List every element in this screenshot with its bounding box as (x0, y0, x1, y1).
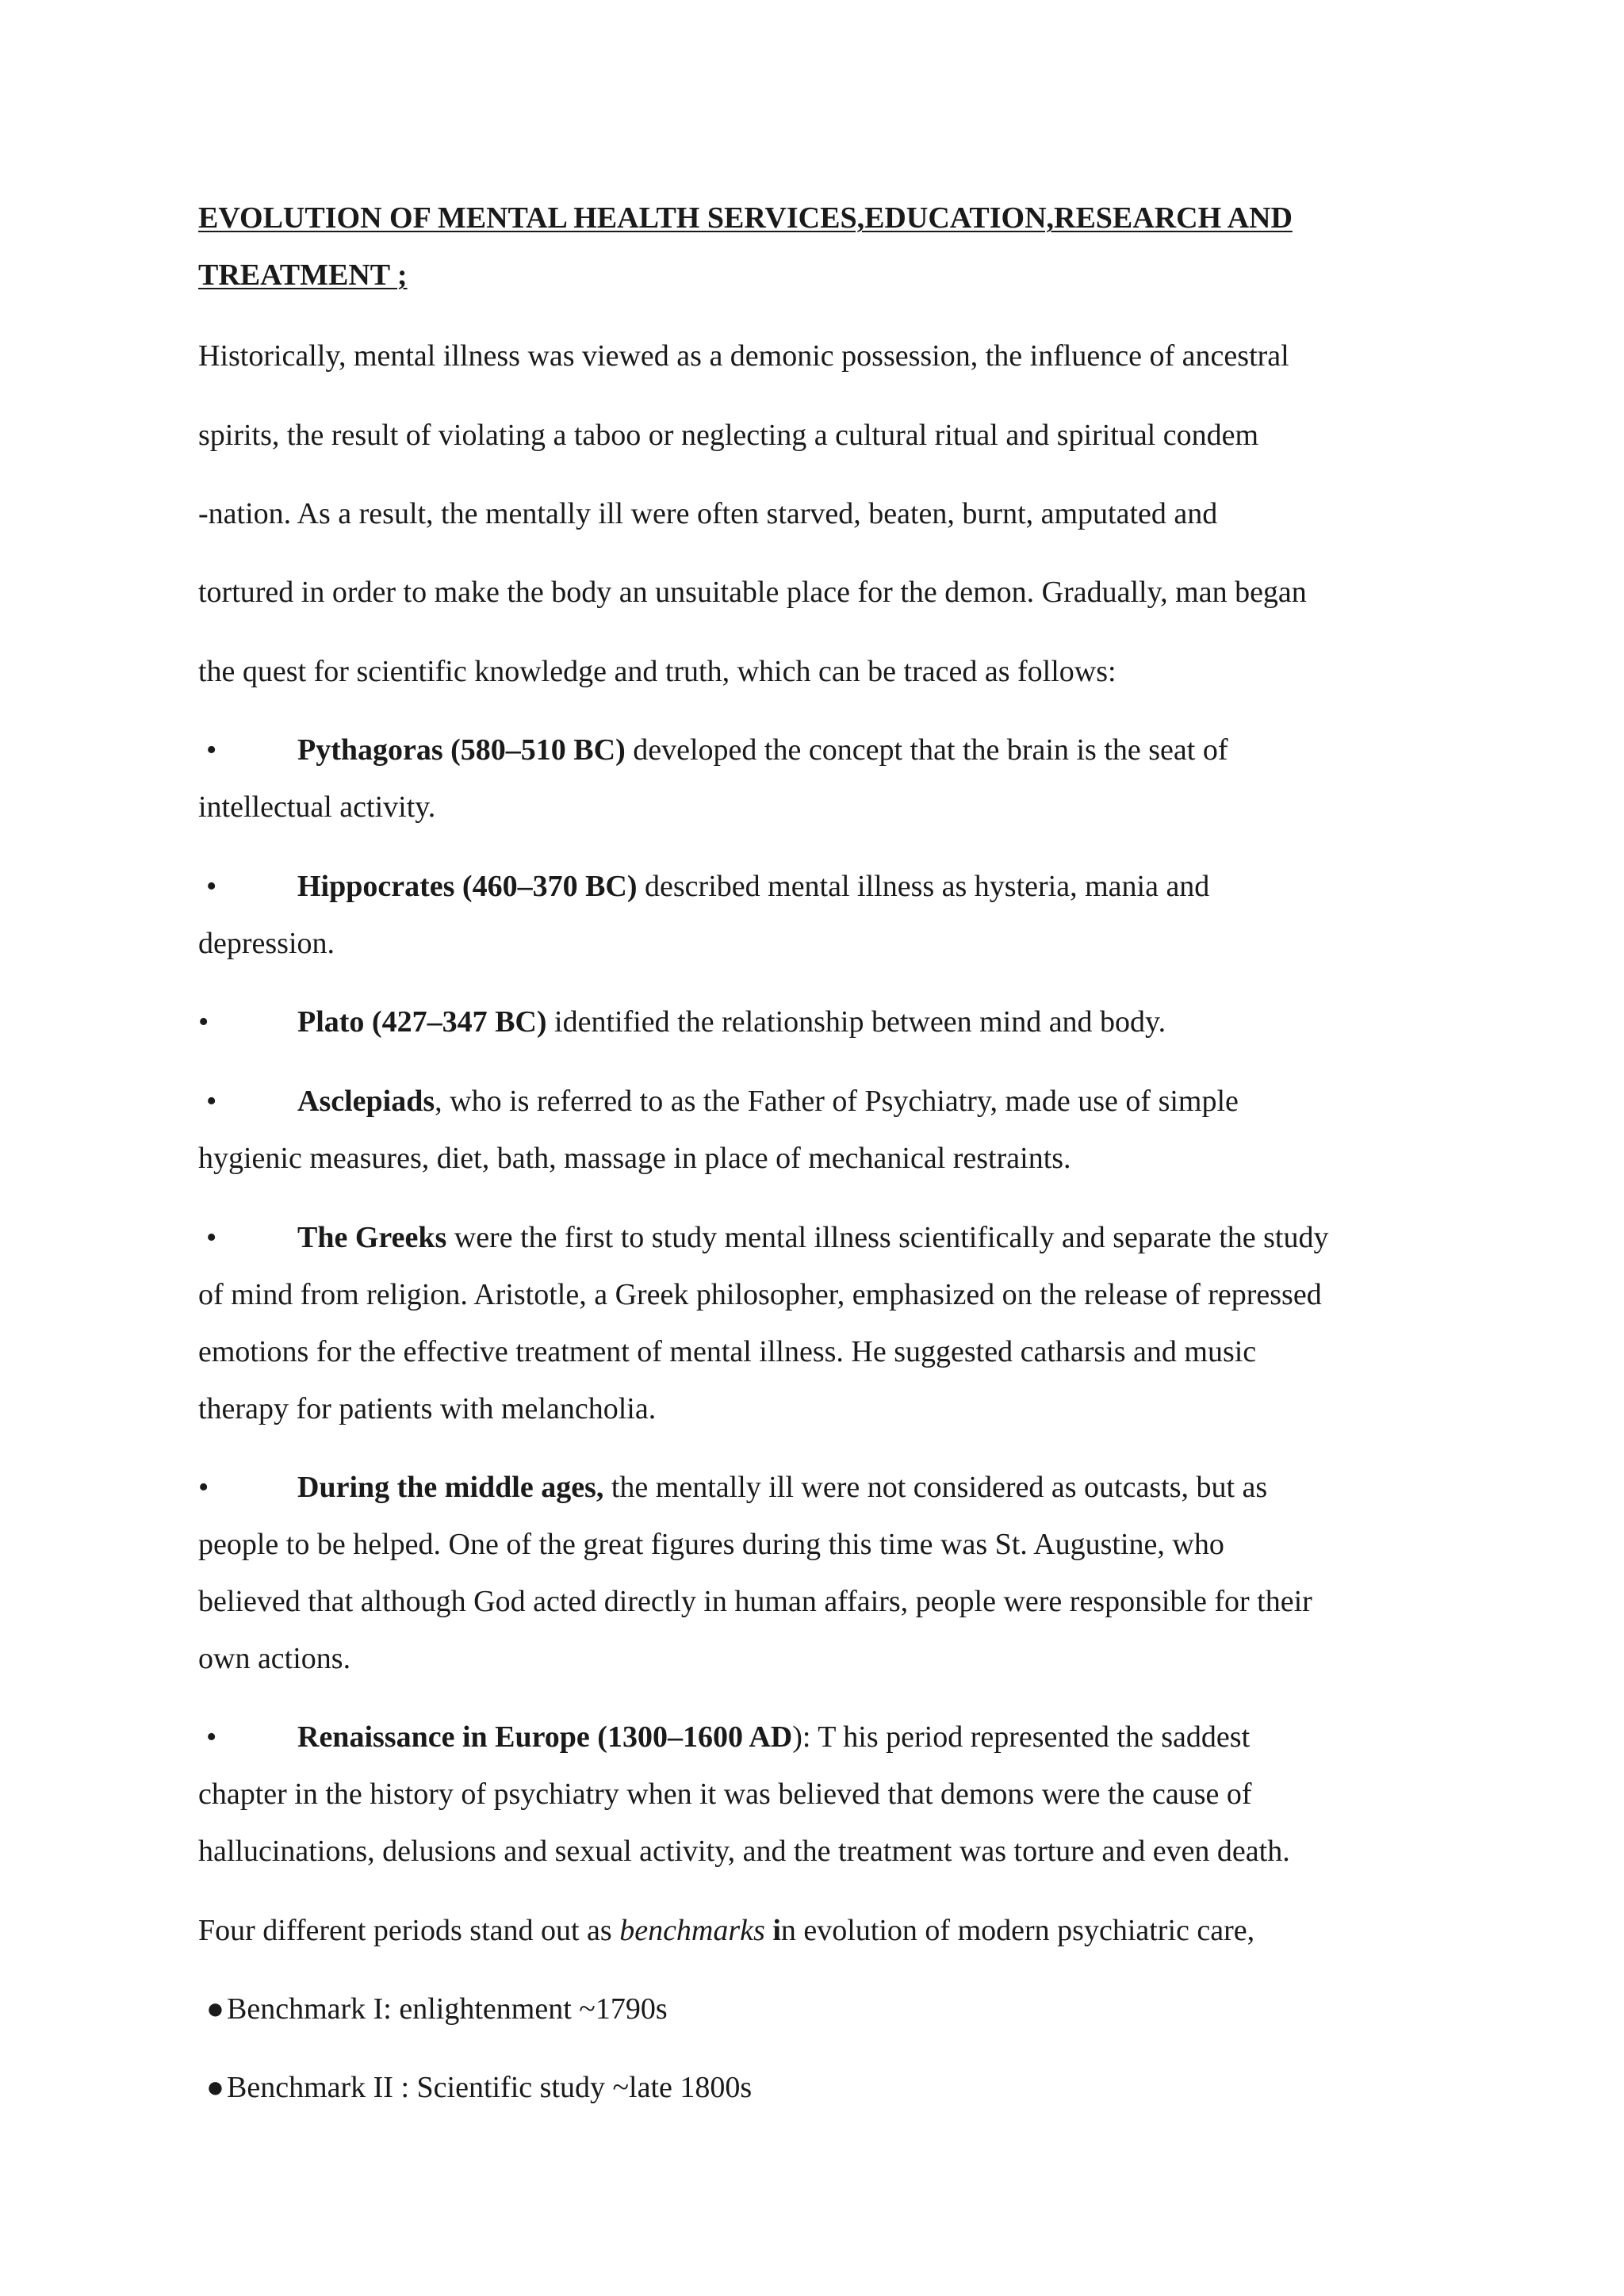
item-text: were the first to study mental illness scientifically and separate the study (446, 1221, 1329, 1254)
item-heading: The Greeks (297, 1221, 447, 1254)
item-heading: During the middle ages, (297, 1471, 604, 1504)
item-continuation: believed that although God acted directly in human affairs, people were responsible for their (198, 1585, 1312, 1618)
benchmarks-intro-bold: i (764, 1914, 781, 1947)
list-item-middle-ages (198, 1472, 1267, 1502)
benchmark-label: Benchmark II : Scientific study ~late 1800s (227, 2071, 753, 2104)
benchmark-item (198, 1994, 668, 2024)
item-text: identified the relationship between mind and body. (546, 1005, 1166, 1039)
item-heading: Renaissance in Europe (1300–1600 AD (297, 1720, 793, 1754)
item-continuation: of mind from religion. Aristotle, a Greek philosopher, emphasized on the release of repressed (198, 1278, 1322, 1311)
benchmark-item (198, 2072, 752, 2103)
item-text: , who is referred to as the Father of Psychiatry, made use of simple (435, 1085, 1239, 1118)
list-item-hippocrates (198, 871, 1209, 901)
item-heading: Hippocrates (460–370 BC) (297, 870, 638, 903)
bullet-icon: • (206, 1085, 217, 1118)
bullet-icon: • (206, 1720, 217, 1754)
item-continuation: hygienic measures, diet, bath, massage in place of mechanical restraints. (198, 1142, 1071, 1175)
item-continuation: hallucinations, delusions and sexual activity, and the treatment was torture and even death. (198, 1835, 1290, 1868)
item-text: developed the concept that the brain is the seat of (625, 733, 1228, 767)
benchmarks-intro-italic: benchmarks (619, 1914, 765, 1947)
item-continuation: therapy for patients with melancholia. (198, 1392, 657, 1425)
bullet-icon: • (206, 870, 217, 903)
bullet-icon: • (206, 733, 217, 767)
item-heading: Pythagoras (580–510 BC) (297, 733, 626, 767)
bullet-icon: ● (206, 1992, 224, 2026)
intro-line: the quest for scientific knowledge and truth, which can be traced as follows: (198, 655, 1116, 688)
intro-line: spirits, the result of violating a taboo or neglecting a cultural ritual and spiritual condem (198, 419, 1259, 452)
item-text: ): T his period represented the saddest (792, 1720, 1251, 1754)
benchmarks-intro (198, 1915, 1254, 1946)
intro-line: Historically, mental illness was viewed as a demonic possession, the influence of ancestral (198, 339, 1289, 373)
item-continuation: intellectual activity. (198, 790, 436, 824)
item-continuation: people to be helped. One of the great figures during this time was St. Augustine, who (198, 1528, 1224, 1561)
item-heading: Asclepiads (297, 1085, 435, 1118)
item-text: the mentally ill were not considered as outcasts, but as (603, 1471, 1268, 1504)
list-item-renaissance (198, 1722, 1250, 1752)
item-heading: Plato (427–347 BC) (297, 1005, 547, 1039)
item-continuation: emotions for the effective treatment of mental illness. He suggested catharsis and music (198, 1335, 1257, 1368)
intro-line: -nation. As a result, the mentally ill were often starved, beaten, burnt, amputated and (198, 497, 1218, 530)
list-item-asclepiads (198, 1086, 1239, 1116)
item-text: described mental illness as hysteria, mania and (637, 870, 1210, 903)
item-continuation: depression. (198, 927, 335, 960)
benchmarks-intro-text: Four different periods stand out as (198, 1914, 620, 1947)
list-item-pythagoras (198, 735, 1228, 765)
list-item-plato (198, 1007, 1166, 1037)
intro-line: tortured in order to make the body an unsuitable place for the demon. Gradually, man began (198, 576, 1307, 609)
document-title-line-1: EVOLUTION OF MENTAL HEALTH SERVICES,EDUCATION,RESEARCH AND (198, 201, 1293, 235)
bullet-icon: ● (206, 2071, 224, 2104)
benchmark-label: Benchmark I: enlightenment ~1790s (227, 1992, 668, 2026)
item-continuation: own actions. (198, 1642, 351, 1675)
item-continuation: chapter in the history of psychiatry when it was believed that demons were the cause of (198, 1777, 1252, 1811)
bullet-icon: • (206, 1221, 217, 1254)
benchmarks-intro-text-end: n evolution of modern psychiatric care, (780, 1914, 1255, 1947)
bullet-icon: • (198, 1005, 209, 1039)
bullet-icon: • (198, 1471, 209, 1504)
document-title-line-2: TREATMENT ; (198, 258, 408, 292)
list-item-greeks (198, 1223, 1329, 1253)
